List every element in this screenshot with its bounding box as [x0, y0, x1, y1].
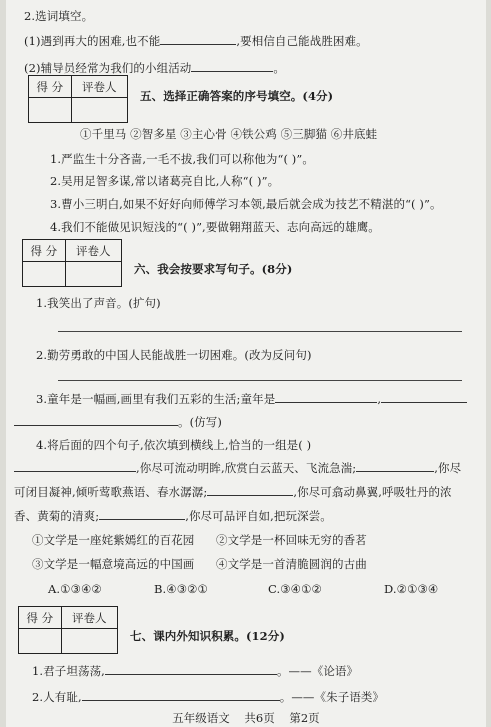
section-5-item-1: 1.严监生十分吝啬,一毛不拔,我们可以称他为“( )”。	[50, 152, 314, 166]
section-6-question-3: 3.童年是一幅画,画里有我们五彩的生活;童年是 ,	[36, 392, 467, 406]
statement-2: ②文学是一杯回味无穷的香茗	[216, 533, 367, 547]
score-label: 得 分	[23, 240, 66, 262]
choice-b[interactable]: B.④③②①	[154, 582, 208, 596]
section-6-question-4: 4.将后面的四个句子,依次填到横线上,恰当的一组是( )	[36, 438, 312, 452]
answer-blank[interactable]	[82, 690, 280, 701]
section-6-question-4-line-2: 可闭目凝神,倾听莺歌燕语、春水潺潺; ,你尽可翕动鼻翼,呼吸牡丹的浓	[14, 485, 452, 499]
answer-blank[interactable]	[105, 664, 277, 675]
score-box	[28, 75, 128, 123]
reviewer-cell[interactable]	[62, 629, 117, 653]
statement-1: ①文学是一座姹紫嫣红的百花园	[32, 533, 195, 547]
section-6-title: 六、我会按要求写句子。(8分)	[134, 262, 293, 276]
statement-4: ④文学是一首清脆圆润的古曲	[216, 557, 367, 571]
section-5-item-3: 3.曹小三明白,如果不好好向师傅学习本领,最后就会成为技艺不精湛的“( )”。	[50, 197, 442, 211]
section-7-question-2: 2.人有耻, 。——《朱子语类》	[32, 690, 385, 704]
section-7-question-1: 1.君子坦荡荡, 。——《论语》	[32, 664, 359, 678]
question-2-item-2: (2)辅导员经常为我们的小组活动 。	[24, 61, 285, 75]
answer-blank[interactable]	[14, 415, 178, 426]
section-5-options: ①千里马 ②智多星 ③主心骨 ④铁公鸡 ⑤三脚猫 ⑥井底蛙	[80, 127, 378, 141]
score-label: 得 分	[29, 76, 72, 98]
exam-page	[6, 0, 486, 727]
answer-blank[interactable]	[191, 61, 273, 72]
reviewer-cell[interactable]	[66, 262, 121, 286]
answer-line[interactable]	[58, 380, 462, 381]
answer-blank[interactable]	[160, 34, 236, 45]
section-5-title: 五、选择正确答案的序号填空。(4分)	[140, 89, 334, 103]
page-footer: 五年级语文 共6页 第2页	[172, 711, 320, 725]
statement-3: ③文学是一幅意境高远的中国画	[32, 557, 195, 571]
answer-blank[interactable]	[14, 461, 136, 472]
score-label: 得 分	[19, 607, 62, 629]
score-cell[interactable]	[29, 98, 72, 122]
question-2-item-1: (1)遇到再大的困难,也不能 ,要相信自己能战胜困难。	[24, 34, 368, 48]
answer-blank[interactable]	[275, 392, 377, 403]
choice-a[interactable]: A.①③④②	[48, 582, 102, 596]
choice-c[interactable]: C.③④①②	[268, 582, 322, 596]
score-cell[interactable]	[23, 262, 66, 286]
score-cell[interactable]	[19, 629, 62, 653]
choice-d[interactable]: D.②①③④	[384, 582, 439, 596]
section-6-question-2: 2.勤劳勇敢的中国人民能战胜一切困难。(改为反问句)	[36, 348, 312, 362]
score-box	[18, 606, 118, 654]
reviewer-label: 评卷人	[62, 607, 117, 629]
reviewer-label: 评卷人	[72, 76, 127, 98]
answer-line[interactable]	[58, 331, 462, 332]
reviewer-label: 评卷人	[66, 240, 121, 262]
reviewer-cell[interactable]	[72, 98, 127, 122]
section-5-item-4: 4.我们不能做见识短浅的“( )”,要做翱翔蓝天、志向高远的雄鹰。	[50, 220, 380, 234]
answer-blank[interactable]	[356, 461, 434, 472]
section-7-title: 七、课内外知识积累。(12分)	[130, 629, 285, 643]
score-box	[22, 239, 122, 287]
section-6-question-4-line-1: ,你尽可流动明眸,欣赏白云蓝天、飞流急湍; ,你尽	[14, 461, 461, 475]
answer-blank[interactable]	[381, 392, 467, 403]
question-2-title: 2.选词填空。	[24, 9, 94, 23]
answer-blank[interactable]	[207, 485, 293, 496]
section-5-item-2: 2.吴用足智多谋,常以诸葛亮自比,人称“( )”。	[50, 174, 280, 188]
section-6-question-3-cont: 。(仿写)	[14, 415, 222, 429]
section-6-question-4-line-3: 香、黄菊的清爽; ,你尽可品评自如,把玩深尝。	[14, 509, 332, 523]
section-6-question-1: 1.我笑出了声音。(扩句)	[36, 296, 161, 310]
answer-blank[interactable]	[99, 509, 185, 520]
